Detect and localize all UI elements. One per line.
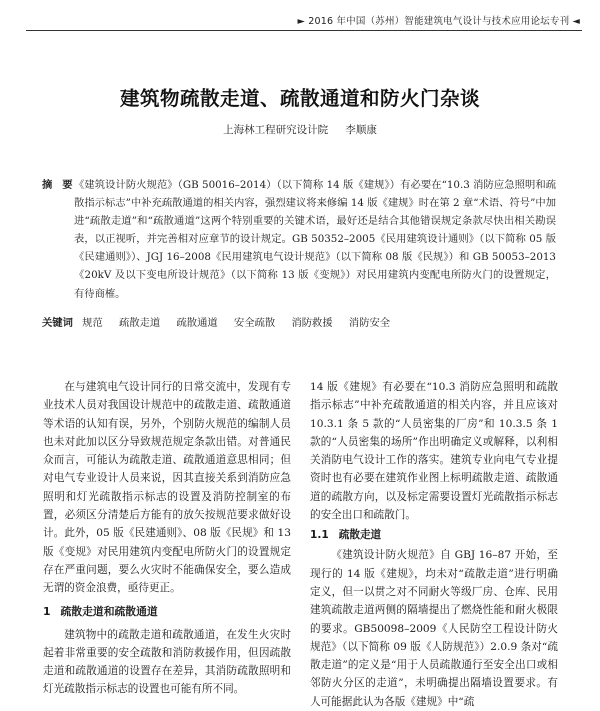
subsection-number: 1.1 bbox=[310, 529, 329, 542]
keyword: 疏散走道 bbox=[119, 317, 161, 329]
article-title: 建筑物疏散走道、疏散通道和防火门杂谈 bbox=[119, 87, 480, 111]
keyword: 安全疏散 bbox=[233, 317, 276, 329]
section-paragraph: 建筑物中的疏散走道和疏散通道，在发生火灾时起着非常重要的安全疏散和消防救援作用，但因疏散走道和疏散通道的设置存在差异，其消防疏散照明和灯光疏散指示标志的设置也可能有所不同。 bbox=[43, 628, 291, 696]
section-number: 1 bbox=[43, 604, 51, 618]
body-column-left bbox=[43, 378, 291, 699]
abstract-label: 摘要 bbox=[42, 179, 83, 191]
subsection-heading bbox=[310, 524, 558, 546]
header-rule bbox=[26, 30, 582, 31]
section-title: 疏散走道和疏散通道 bbox=[60, 604, 158, 618]
keyword: 规范 bbox=[82, 317, 103, 329]
abstract bbox=[42, 176, 556, 303]
abstract-text: 《建筑设计防火规范》（GB 50016–2014）（以下简称 14 版《建规》）有必要在“10.3 消防应急照明和疏散指示标志”中补充疏散通道的相关内容，强烈建议将来修编 14 版《建规》时在第 2 章“术语、符号”中加进“疏散走道”和“疏散通道”这两个特别重要的关键术语，最好还是结合其他错误规定条款尽快出相关勘误表，以正视听，并完善相对应章节的设计规定。GB 50352–2005《民用建筑设计通则》（以下简称 05 版《民建通则》）、JGJ 16–2008《民用建筑电气设计规范》（以下简称 08 版《民规》）和 GB 50053–2013《20kV 及以下变电所设计规范》（以下简称 13 版《变规》）对民用建筑内变配电所防火门的设置规定，有待商榷。 bbox=[74, 179, 556, 300]
subsection-title: 疏散走道 bbox=[338, 529, 382, 542]
section-heading bbox=[43, 598, 291, 626]
keyword: 疏散通道 bbox=[176, 317, 218, 329]
body-column-right bbox=[310, 378, 558, 711]
subsection-paragraph: 《建筑设计防火规范》自 GBJ 16–87 开始，至现行的 14 版《建规》，均未对“疏散走道”进行明确定义，但一以贯之对不同耐火等级厂房、仓库、民用建筑疏散走道两侧的隔墙提出了燃烧性能和耐火极限的要求。GB50098–2009《人民防空工程设计防火规范》（以下简称 09 版《人防规范》）2.0.9 条对“疏散走道”的定义是“用于人员疏散通行至安全出口或相邻防火分区的走道”，未明确提出隔墙设置要求。有人可能据此认为各版《建规》中“疏 bbox=[310, 549, 558, 708]
keyword: 消防安全 bbox=[348, 317, 391, 329]
running-header: ► 2016 年中国（苏州）智能建筑电气设计与技术应用论坛专刊 ◄ bbox=[297, 16, 580, 27]
keywords bbox=[42, 314, 552, 329]
continued-paragraph: 14 版《建规》有必要在“10.3 消防应急照明和疏散指示标志”中补充疏散通道的相关内容，并且应该对 10.3.1 条 5 款的“人员密集的厂房”和 10.3.5 条 1 款的“人员密集的场所”作出明确定义或解释，以利相关消防电气设计工作的落实。建筑专业向电气专业提资时也有必要在建筑作业图上标明疏散走道、疏散通道的疏散方向，以及标定需要设置灯光疏散指示标志的安全出口和疏散门。 bbox=[310, 381, 558, 522]
intro-paragraph: 在与建筑电气设计同行的日常交流中，发现有专业技术人员对我国设计规范中的疏散走道、疏散通道等术语的认知有误，另外，个别防火规范的编制人员也未对此加以区分导致规范规定条款出错。对普通民众而言，可能认为疏散走道、疏散通道意思相同；但对电气专业设计人员来说，因其直接关系到消防应急照明和灯光疏散指示标志的设置及消防控制室的布置，必须区分清楚后方能有的放矢按规范要求做好设计。此外，05 版《民建通则》、08 版《民规》和 13 版《变规》对民用建筑内变配电所防火门的设置规定存在严重问题，要么火灾时不能确保安全，要么造成无谓的资金浪费，亟待更正。 bbox=[43, 381, 291, 595]
keywords-label: 关键词 bbox=[42, 317, 73, 329]
author-name: 李顺康 bbox=[345, 124, 377, 136]
author-line bbox=[0, 122, 600, 137]
affiliation: 上海林工程研究设计院 bbox=[223, 124, 329, 136]
keyword: 消防救援 bbox=[291, 317, 333, 329]
